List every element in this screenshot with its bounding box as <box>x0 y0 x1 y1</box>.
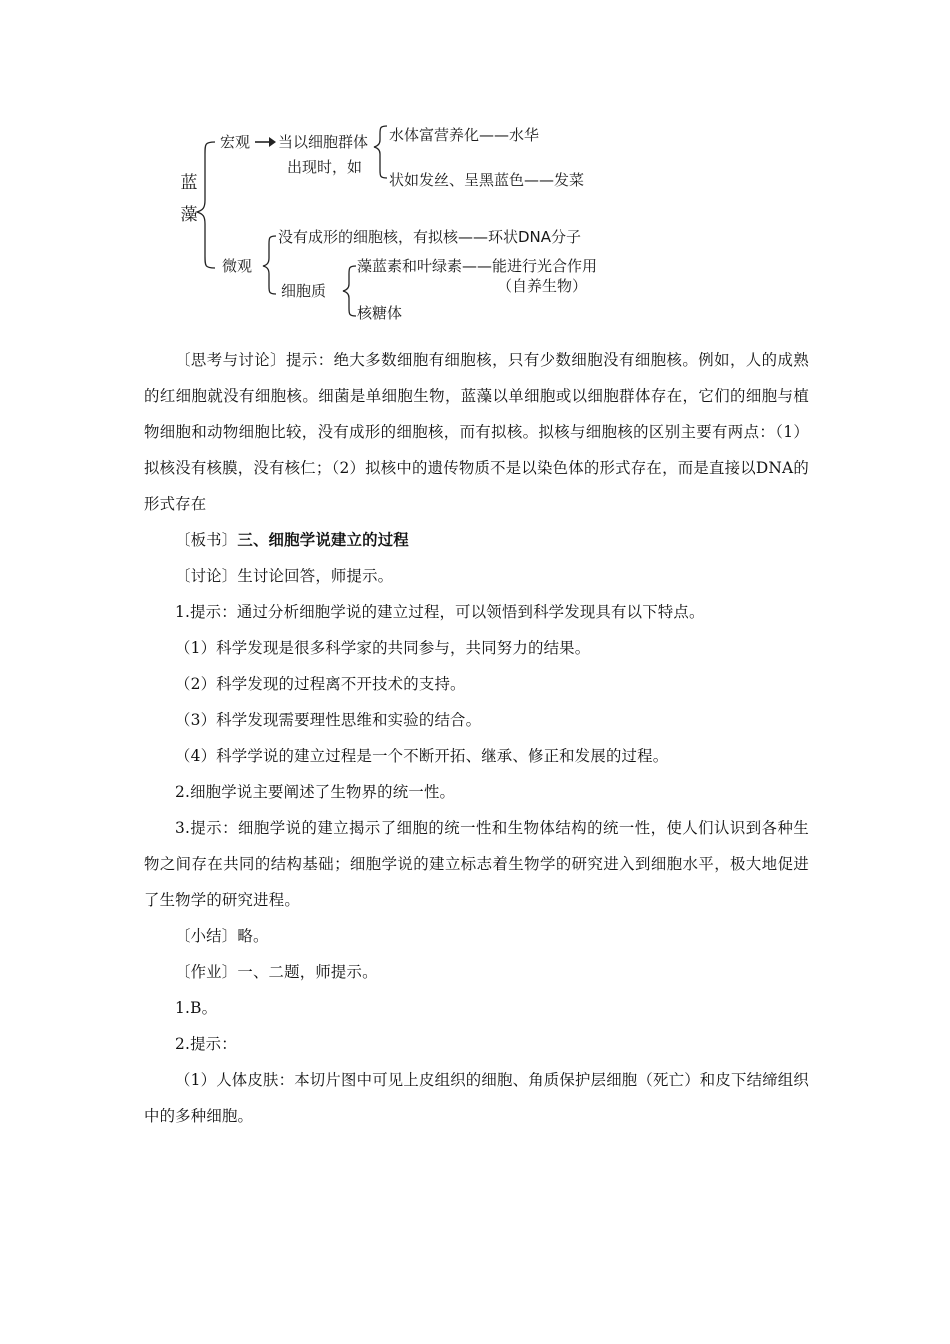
micro-item-1: 没有成形的细胞核，有拟核——环状DNA分子 <box>278 228 582 246</box>
paragraph-skin: （1）人体皮肤：本切片图中可见上皮组织的细胞、角质保护层细胞（死亡）和皮下结缔组织中的多种细胞。 <box>144 1071 809 1125</box>
paragraph-homework-2: 2.提示： <box>175 1035 237 1053</box>
section-heading: 三、细胞学说建立的过程 <box>237 531 409 549</box>
paragraph-point-3: （3）科学发现需要理性思维和实验的结合。 <box>175 711 482 729</box>
macro-condition-line1: 当以细胞群体 <box>278 133 369 151</box>
paragraph-board-heading <box>144 522 809 558</box>
cyto-item-1-note: （自养生物） <box>497 277 588 295</box>
macro-item-1: 水体富营养化——水华 <box>389 126 540 144</box>
board-prefix: 〔板书〕 <box>175 531 238 549</box>
paragraph-point-1: （1）科学发现是很多科学家的共同参与，共同努力的结果。 <box>175 639 591 657</box>
cyto-item-2: 核糖体 <box>357 304 403 322</box>
paragraph-summary: 〔小结〕略。 <box>175 927 269 945</box>
paragraph-hint-1: 1.提示：通过分析细胞学说的建立过程，可以领悟到科学发现具有以下特点。 <box>175 603 705 621</box>
document-body <box>144 342 809 1134</box>
paragraph-answer-3: 3.提示：细胞学说的建立揭示了细胞的统一性和生物体结构的统一性，使人们认识到各种生物之间存在共同的结构基础；细胞学说的建立标志着生物学的研究进入到细胞水平，极大地促进了生物学的研究进程。 <box>144 819 809 909</box>
paragraph-homework: 〔作业〕一、二题，师提示。 <box>175 963 378 981</box>
paragraph-answer-2: 2.细胞学说主要阐述了生物界的统一性。 <box>175 783 456 801</box>
micro-label: 微观 <box>222 257 253 275</box>
paragraph-point-4: （4）科学学说的建立过程是一个不断开拓、继承、修正和发展的过程。 <box>175 747 669 765</box>
cytoplasm-label: 细胞质 <box>281 282 327 300</box>
root-label-2: 藻 <box>180 205 198 225</box>
macro-item-2: 状如发丝、呈黑蓝色——发菜 <box>389 171 585 189</box>
macro-label: 宏观 <box>220 133 251 151</box>
paragraph-homework-1: 1.B。 <box>175 999 218 1017</box>
diagram-brackets <box>175 120 635 330</box>
blue-algae-concept-diagram <box>175 120 635 330</box>
paragraph-point-2: （2）科学发现的过程离不开技术的支持。 <box>175 675 466 693</box>
cyto-item-1: 藻蓝素和叶绿素——能进行光合作用 <box>357 257 598 275</box>
arrow-right-icon <box>255 137 276 147</box>
paragraph-discussion: 〔讨论〕生讨论回答，师提示。 <box>175 567 394 585</box>
macro-condition-line2: 出现时，如 <box>287 158 363 176</box>
paragraph-think-discuss: 〔思考与讨论〕提示：绝大多数细胞有细胞核，只有少数细胞没有细胞核。例如，人的成熟的红细胞就没有细胞核。细菌是单细胞生物，蓝藻以单细胞或以细胞群体存在，它们的细胞与植物细胞和动物细胞比较，没有成形的细胞核，而有拟核。拟核与细胞核的区别主要有两点：（1）拟核没有核膜，没有核仁；（2）拟核中的遗传物质不是以染色体的形式存在，而是直接以DNA的形式存在 <box>144 351 809 513</box>
root-label-1: 蓝 <box>180 173 198 193</box>
